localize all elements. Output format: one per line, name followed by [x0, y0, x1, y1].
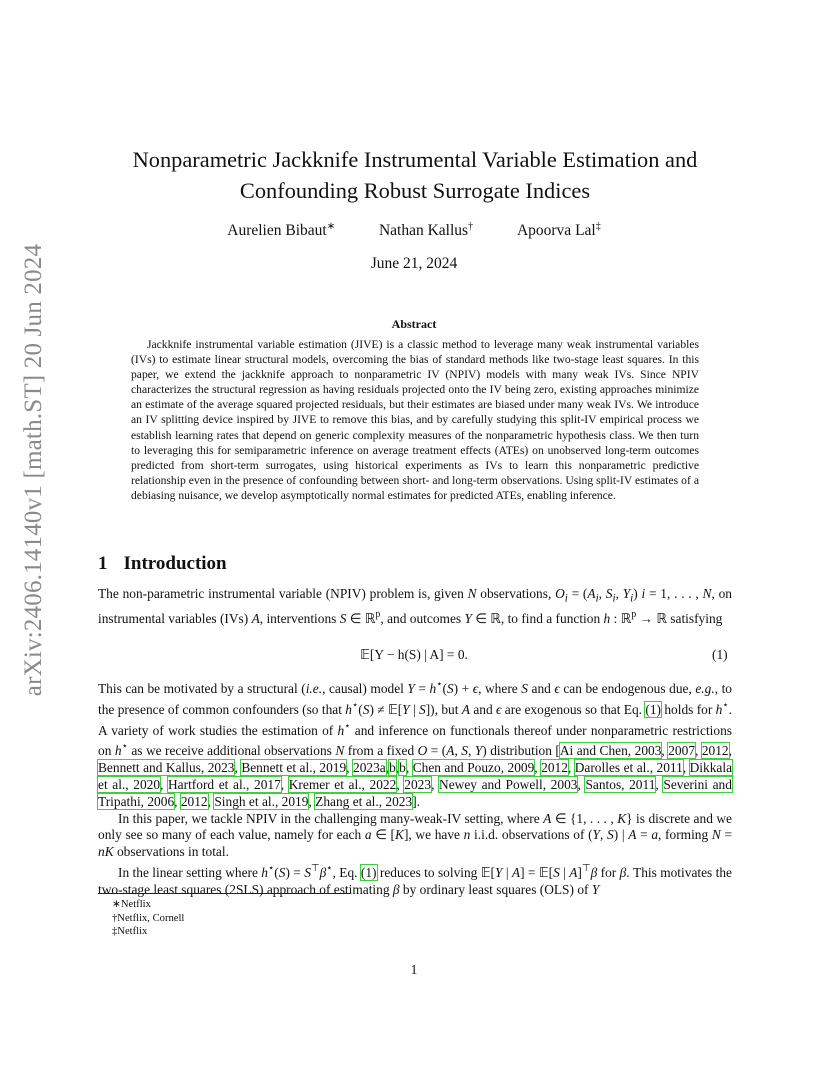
equation-body: 𝔼[Y − h(S) | A] = 0.	[360, 647, 468, 662]
paper-title	[90, 144, 740, 206]
footnotes	[112, 898, 184, 939]
citation-link[interactable]: Singh et al., 2019	[214, 793, 309, 809]
citation-link[interactable]: Chen and Pouzo, 2009	[412, 760, 535, 776]
footnote-3: ‡Netflix	[112, 926, 148, 938]
citation-link[interactable]: Newey and Powell, 2003	[439, 776, 578, 792]
citation-link[interactable]: Dikkala et al., 2020	[98, 760, 733, 792]
footnote-2: †Netflix, Cornell	[112, 912, 185, 924]
citation-link[interactable]: Hartford et al., 2017	[168, 776, 281, 792]
equation-tag: (1)	[712, 647, 728, 662]
citation-link[interactable]: Bennett et al., 2019	[241, 760, 347, 776]
citation-link[interactable]: Ai and Chen, 2003	[559, 743, 662, 759]
title-line-1: Nonparametric Jackknife Instrumental Variable Estimation and	[132, 147, 698, 172]
eq-ref-link[interactable]: (1)	[360, 864, 377, 880]
author-1: Aurelien Bibaut∗	[227, 221, 336, 239]
citation-link[interactable]: 2023	[404, 776, 432, 792]
footnote-rule	[98, 893, 351, 894]
citation-link[interactable]: 2023a	[353, 760, 386, 776]
citation-link[interactable]: Darolles et al., 2011	[574, 760, 683, 776]
abstract-text: Jackknife instrumental variable estimation (JIVE) is a classic method to leverage many weak instrumental variables (IVs) to estimate linear structural models, overcoming the bias of standard methods like two-stage least squares. In this paper, we extend the jackknife approach to nonparametric IV (NPIV) models with many weak IVs. Since NPIV characterizes the structural regression as having residuals projected onto the IV being zero, existing approaches minimize an estimate of the average squared projected residuals, but their estimates are biased under many weak IVs. We introduce an IV splitting device inspired by JIVE to remove this bias, and by carefully studying this split-IV empirical process we establish learning rates that depend on generic complexity measures of the nonparametric hypothesis class. We then turn to leveraging this for semiparametric inference on average treatment effects (ATEs) on unobserved long-term outcomes predicted from short-term surrogates, using historical experiments as IVs to learn this nonparametric predictive relationship even in the presence of confounding between short- and long-term observations. Using split-IV estimates of a debiasing nuisance, we develop asymptotically normal estimates for predicted ATEs, enabling inference.	[131, 338, 699, 502]
affil-mark: ‡	[595, 221, 601, 232]
citation-link[interactable]: Zhang et al., 2023	[315, 793, 413, 809]
citation-link[interactable]: Santos, 2011	[585, 776, 656, 792]
page-number: 1	[410, 962, 418, 977]
affil-mark: ∗	[326, 221, 336, 232]
section-title: Introduction	[123, 553, 227, 574]
intro-paragraphs: This can be motivated by a structural (i.e., causal) model Y = h⋆(S) + ϵ, where S and ϵ can be endogenous due, e.g., to the presence of common confounders (so that h⋆(S) ≠ 𝔼[Y | S]), but A and ϵ are exogenous so that Eq. (1) holds for h⋆. A variety of work studies the estimation of h⋆ and inference on functionals thereof under nonparametric restrictions on h⋆ as we receive additional observations N from a fixed O = (A, S, Y) distribution [Ai and Chen, 2003, 2007, 2012, Bennett and Kallus, 2023, Bennett et al., 2019, 2023a,b,b, Chen and Pouzo, 2009, 2012, Darolles et al., 2011, Dikkala et al., 2020, Hartford et al., 2017, Kremer et al., 2022, 2023, Newey and Powell, 2003, Santos, 2011, Severini and Tripathi, 2006, 2012, Singh et al., 2019, Zhang et al., 2023]. In this paper, we tackle NPIV in the challenging many-weak-IV setting, where A ∈ {1, . . . , K} is discrete and we only see so many of each value, namely for each a ∈ [K], we have n i.i.d. observations of (Y, S) | A = a, forming N = nK observations in total. In the linear setting where h⋆(S) = S⊤β⋆, Eq. (1) reduces to solving 𝔼[Y | A] = 𝔼[S | A]⊤β for β. This motivates the two-stage least squares (2SLS) approach of estimating β by ordinary least squares (OLS) of Y	[98, 679, 733, 897]
footnote-1: ∗Netflix	[112, 899, 151, 910]
citation-link[interactable]: 2012	[701, 743, 729, 759]
section-number: 1	[98, 553, 108, 574]
citation-link[interactable]: 2012	[541, 760, 568, 776]
citation-link[interactable]: Bennett and Kallus, 2023	[98, 760, 235, 776]
author-list	[0, 221, 828, 240]
citation-link[interactable]: 2012	[180, 793, 208, 809]
paper-date: June 21, 2024	[370, 255, 458, 272]
abstract-heading: Abstract	[391, 317, 437, 331]
author-3: Apoorva Lal‡	[516, 221, 601, 239]
citation-link[interactable]: b	[389, 760, 396, 776]
citation-link[interactable]: 2007	[668, 743, 696, 759]
section-heading	[98, 553, 227, 575]
citation-link[interactable]: Kremer et al., 2022	[288, 776, 397, 792]
author-2: Nathan Kallus†	[378, 221, 474, 239]
eq-ref-link[interactable]: (1)	[645, 701, 661, 717]
affil-mark: †	[468, 221, 474, 232]
arxiv-id: arXiv:2406.14140v1 [math.ST] 20 Jun 2024	[20, 243, 47, 697]
intro-paragraph-1: The non-parametric instrumental variable (NPIV) problem is, given N observations, $O_i = (A_i$, $S_i$, $Y_i$) i = 1, . . . , N, on instrumental variables (IVs) A, interventions S ∈ ℝ$^p$, and outcomes Y ∈ ℝ, to find a function h : ℝ$^p$ → ℝ satisfying	[98, 586, 732, 627]
citation-link[interactable]: Severini and Tripathi, 2006	[98, 776, 732, 809]
title-line-2: Confounding Robust Surrogate Indices	[239, 178, 591, 203]
citation-link[interactable]: b	[399, 760, 406, 776]
